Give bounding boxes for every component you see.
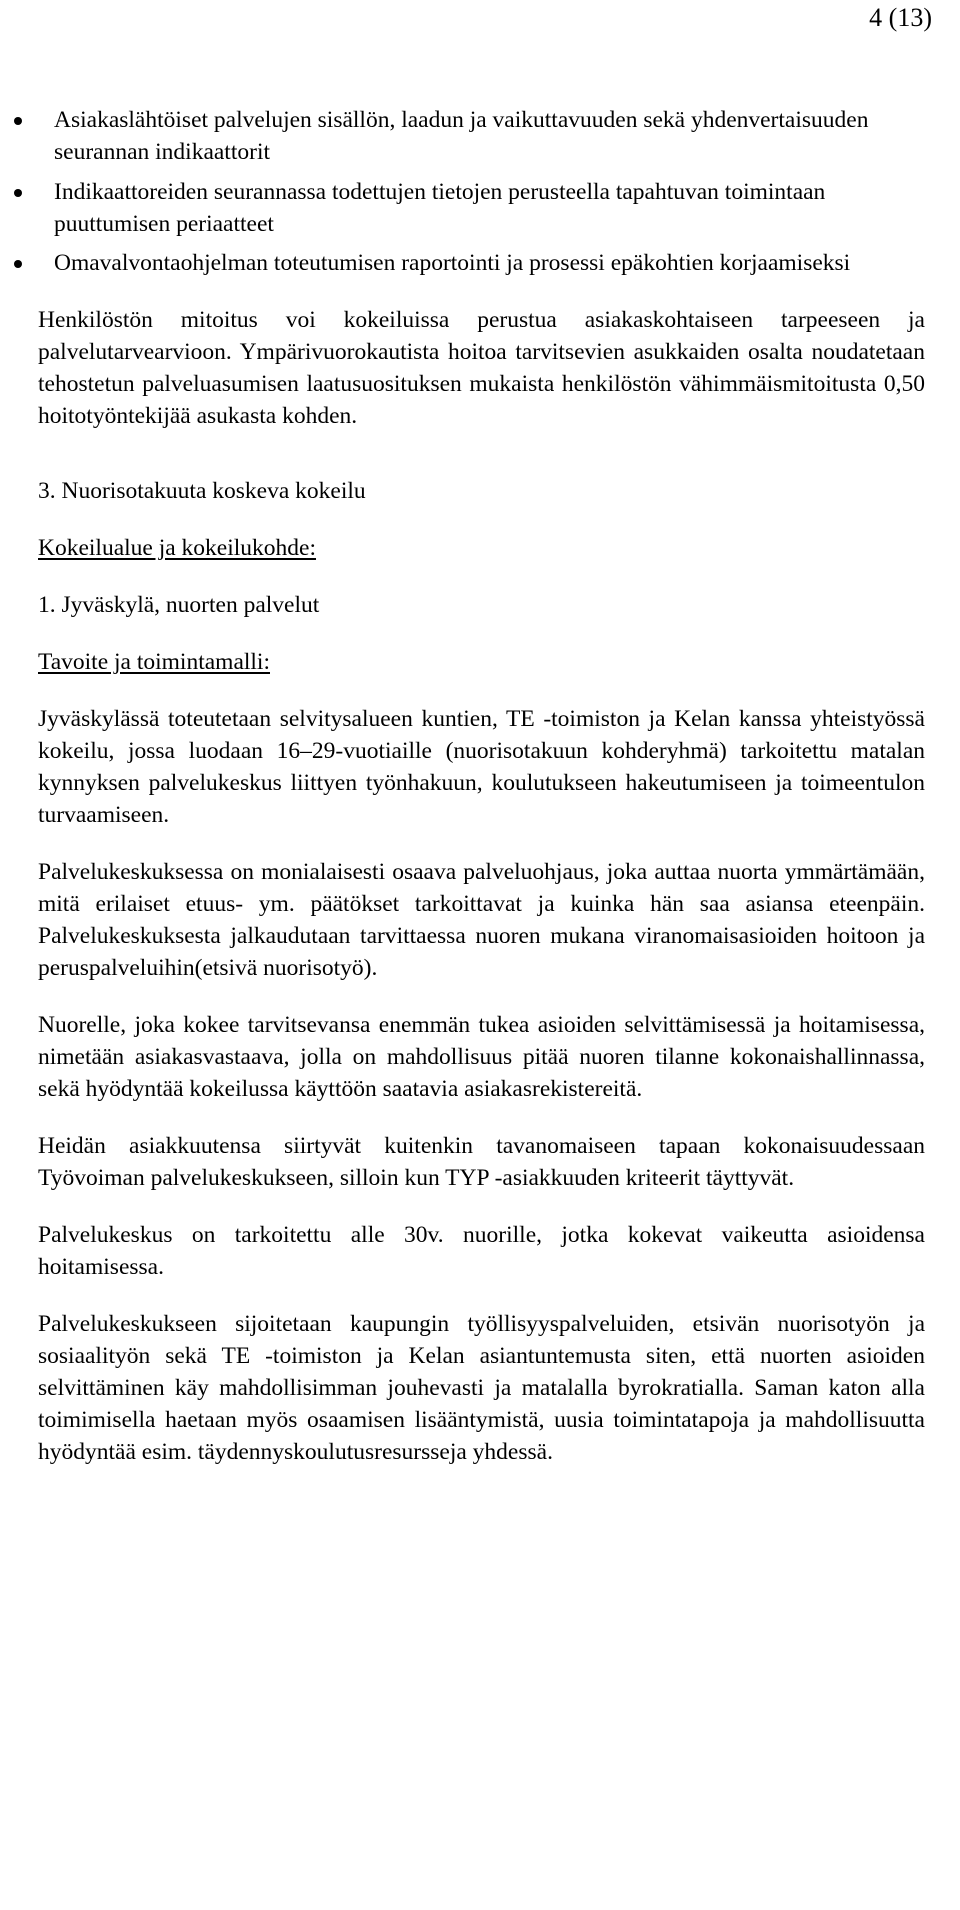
bullet-text: Omavalvontaohjelman toteutumisen raportointi ja prosessi epäkohtien korjaamiseksi xyxy=(54,250,851,276)
paragraph: Heidän asiakkuutensa siirtyvät kuitenkin tavanomaiseen tapaan kokonaisuudessaan Työvoiman palvelukeskukseen, silloin kun TYP -asiakkuuden kriteerit täyttyvät. xyxy=(38,1133,925,1191)
paragraph: Palvelukeskuksessa on monialaisesti osaava palveluohjaus, joka auttaa nuorta ymmärtämään, mitä erilaiset etuus- ym. päätökset tarkoittavat ja kuinka hän saa asiansa eteenpäin. Palvelukeskuksesta jalkaudutaan tarvittaessa nuoren mukana viranomaisasioiden hoitoon ja peruspalveluihin(etsivä nuorisotyö). xyxy=(38,859,925,981)
bullet-item xyxy=(38,247,925,279)
bullet-icon xyxy=(14,117,22,125)
bullet-list xyxy=(38,104,925,279)
document-body xyxy=(38,104,925,1468)
page-number: 4 (13) xyxy=(869,3,932,32)
staffing-paragraph: Henkilöstön mitoitus voi kokeiluissa perustua asiakaskohtaiseen tarpeeseen ja palvelutarvearvioon. Ympärivuorokautista hoitoa tarvitsevien asukkaiden osalta noudatetaan tehostetun palveluasumisen laatusuosituksen mukaista henkilöstön vähimmäismitoitusta 0,50 hoitotyöntekijää asukasta kohden. xyxy=(38,307,925,429)
paragraph: Jyväskylässä toteutetaan selvitysalueen kuntien, TE -toimiston ja Kelan kanssa yhteistyössä kokeilu, jossa luodaan 16–29-vuotiaille (nuorisotakuun kohderyhmä) tarkoitettu matalan kynnyksen palvelukeskus liittyen työnhakuun, koulutukseen hakeutumiseen ja toimeentulon turvaamiseen. xyxy=(38,706,925,828)
bullet-text: Asiakaslähtöiset palvelujen sisällön, laadun ja vaikuttavuuden sekä yhdenvertaisuuden seurannan indikaattorit xyxy=(54,107,869,165)
paragraph: Palvelukeskukseen sijoitetaan kaupungin työllisyyspalveluiden, etsivän nuorisotyön ja sosiaalityön sekä TE -toimiston ja Kelan asiantuntemusta siten, että nuorten asioiden selvittäminen käy mahdollisimman jouhevasti ja matalalla byrokratialla. Saman katon alla toimimisella haetaan myös osaamisen lisääntymistä, uusia toimintatapoja ja mahdollisuutta hyödyntää esim. täydennyskoulutusresursseja yhdessä. xyxy=(38,1311,925,1465)
bullet-icon xyxy=(14,260,22,268)
paragraph: Nuorelle, joka kokee tarvitsevansa enemmän tukea asioiden selvittämisessä ja hoitamisessa, nimetään asiakasvastaava, jolla on mahdollisuus pitää nuoren tilanne kokonaishallinnassa, sekä hyödyntää kokeilussa käyttöön saatavia asiakasrekistereitä. xyxy=(38,1012,925,1102)
paragraph: Palvelukeskus on tarkoitettu alle 30v. nuorille, jotka kokevat vaikeutta asioidensa hoitamisessa. xyxy=(38,1222,925,1280)
section-heading: 3. Nuorisotakuuta koskeva kokeilu xyxy=(38,478,366,504)
area-heading: Kokeilualue ja kokeilukohde: xyxy=(38,535,317,561)
bullet-icon xyxy=(14,189,22,197)
area-item: 1. Jyväskylä, nuorten palvelut xyxy=(38,592,320,618)
bullet-text: Indikaattoreiden seurannassa todettujen tietojen perusteella tapahtuvan toimintaan puuttumisen periaatteet xyxy=(54,178,826,237)
bullet-item xyxy=(38,104,925,168)
bullet-item xyxy=(38,176,925,240)
goal-heading: Tavoite ja toimintamalli: xyxy=(38,649,270,675)
